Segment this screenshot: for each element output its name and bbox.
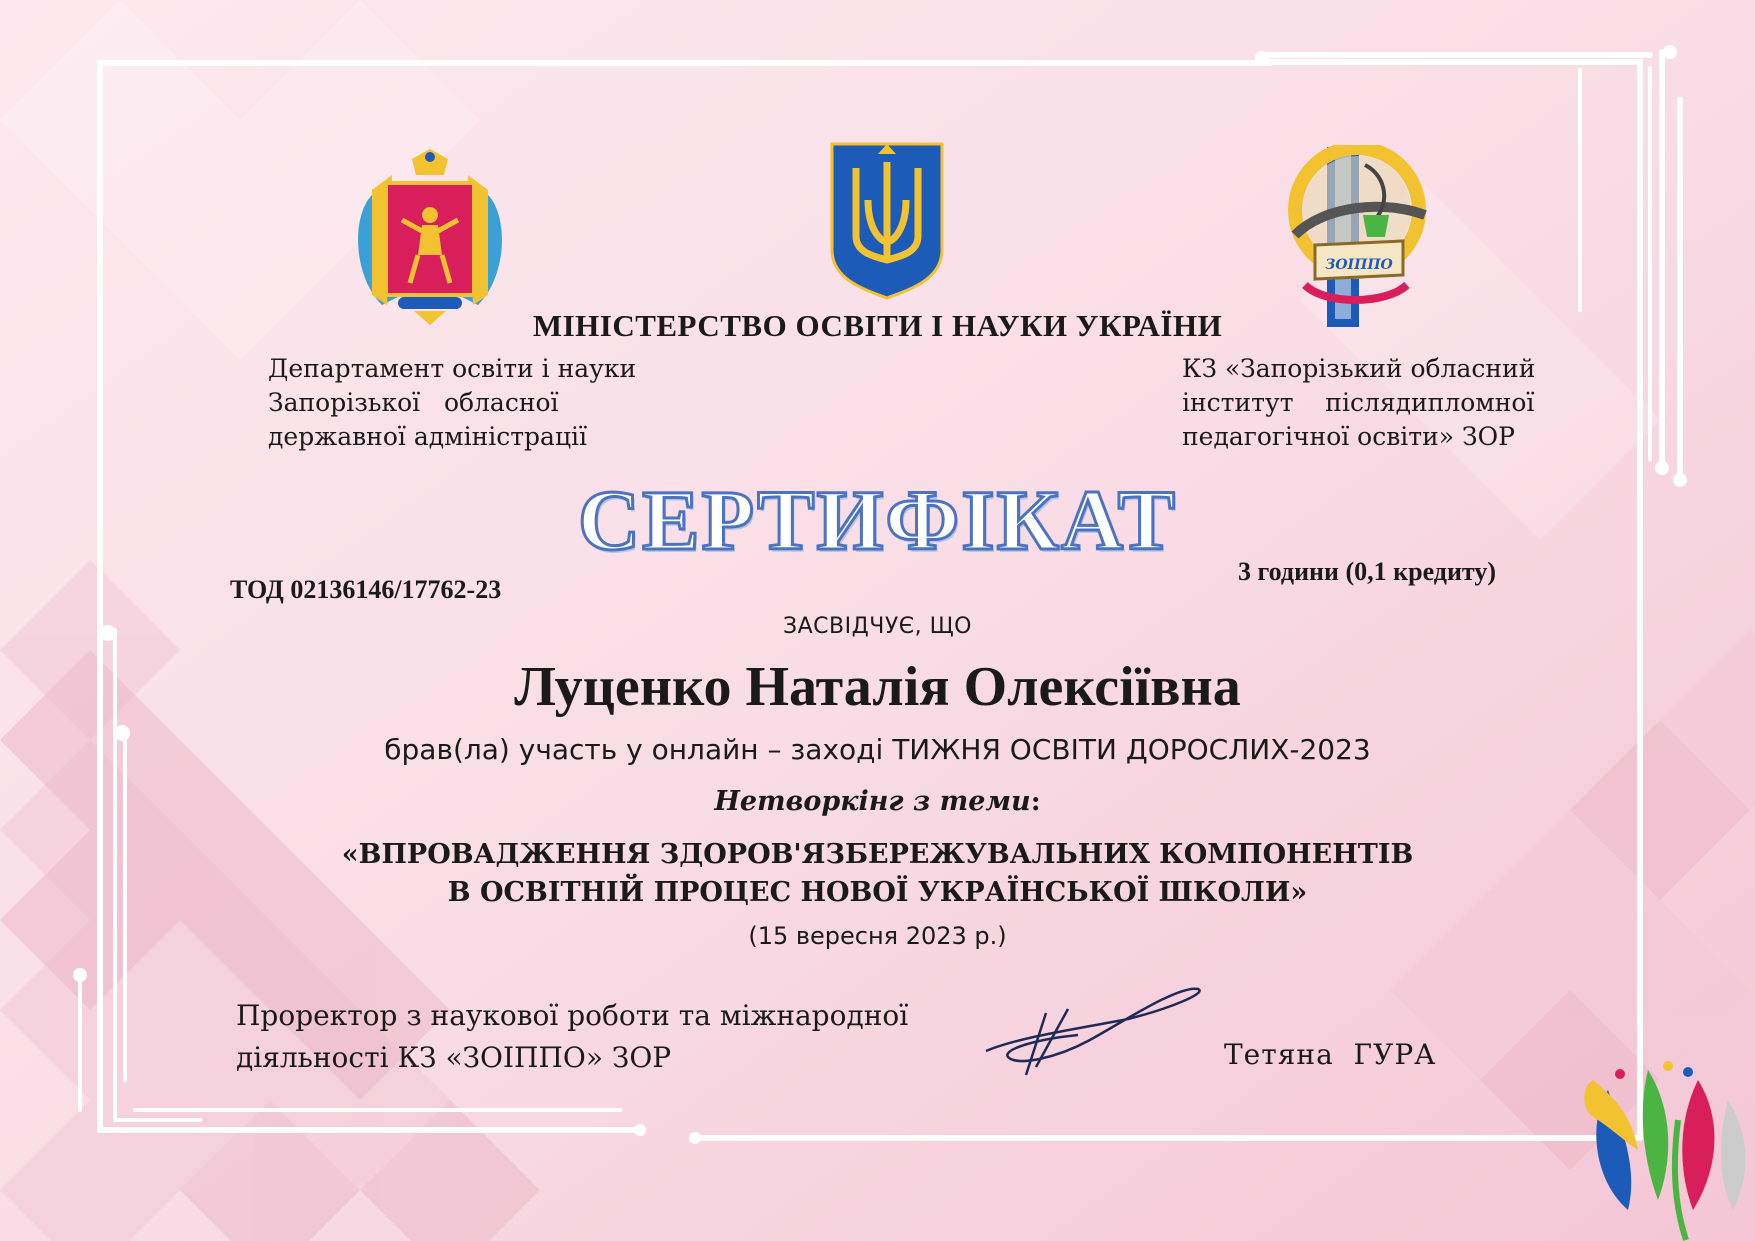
department-line-3: державної адміністрації bbox=[268, 422, 588, 451]
topic-line-2: В ОСВІТНІЙ ПРОЦЕС НОВОЇ УКРАЇНСЬКОЇ ШКОЛИ» bbox=[447, 877, 1308, 908]
event-date: (15 вересня 2023 р.) bbox=[748, 922, 1007, 950]
position-line-1: Проректор з наукової роботи та міжнародної bbox=[236, 999, 909, 1032]
tod-number: ТОД 02136146/17762-23 bbox=[230, 575, 502, 604]
recipient-name: Луценко Наталія Олексіївна bbox=[514, 656, 1241, 718]
position-line-2: діяльності КЗ «ЗОІППО» ЗОР bbox=[236, 1041, 672, 1074]
participation-text: брав(ла) участь у онлайн – заході ТИЖНЯ ОСВІТИ ДОРОСЛИХ-2023 bbox=[384, 733, 1371, 766]
signer-position bbox=[236, 995, 908, 1079]
zaporizhzhia-coat-of-arms-icon bbox=[352, 145, 508, 327]
institute-line-1: КЗ «Запорізький обласний bbox=[1182, 354, 1536, 383]
topic-label-colon: : bbox=[1030, 786, 1041, 817]
ministry-title: МІНІСТЕРСТВО ОСВІТИ І НАУКИ УКРАЇНИ bbox=[532, 308, 1223, 343]
institute-line-3: педагогічної освіти» ЗОР bbox=[1182, 422, 1515, 451]
ukraine-trident-icon bbox=[828, 140, 946, 300]
department-line-1: Департамент освіти і науки bbox=[268, 354, 637, 383]
zoippo-logo-text: ЗОІППО bbox=[1325, 257, 1393, 273]
certifies-label: ЗАСВІДЧУЄ, ЩО bbox=[783, 614, 972, 639]
adult-education-week-icon bbox=[1578, 1060, 1755, 1241]
certificate-title: СЕРТИФІКАТ bbox=[578, 472, 1177, 568]
topic-title bbox=[0, 836, 1755, 912]
zoippo-logo-icon bbox=[1285, 145, 1430, 330]
signer-name: Тетяна ГУРА bbox=[1224, 1038, 1437, 1071]
department-line-2: Запорізької обласної bbox=[268, 388, 559, 417]
topic-label-text: Нетворкінг з теми bbox=[714, 786, 1031, 817]
topic-label bbox=[0, 786, 1755, 817]
institute-block bbox=[1182, 352, 1542, 454]
department-block bbox=[268, 352, 648, 454]
institute-line-2: інститут післядипломної bbox=[1182, 388, 1535, 417]
hours-credits: 3 години (0,1 кредиту) bbox=[1238, 557, 1497, 586]
signature-icon bbox=[978, 985, 1208, 1080]
topic-line-1: «ВПРОВАДЖЕННЯ ЗДОРОВ'ЯЗБЕРЕЖУВАЛЬНИХ КОМПОНЕНТІВ bbox=[341, 839, 1414, 870]
